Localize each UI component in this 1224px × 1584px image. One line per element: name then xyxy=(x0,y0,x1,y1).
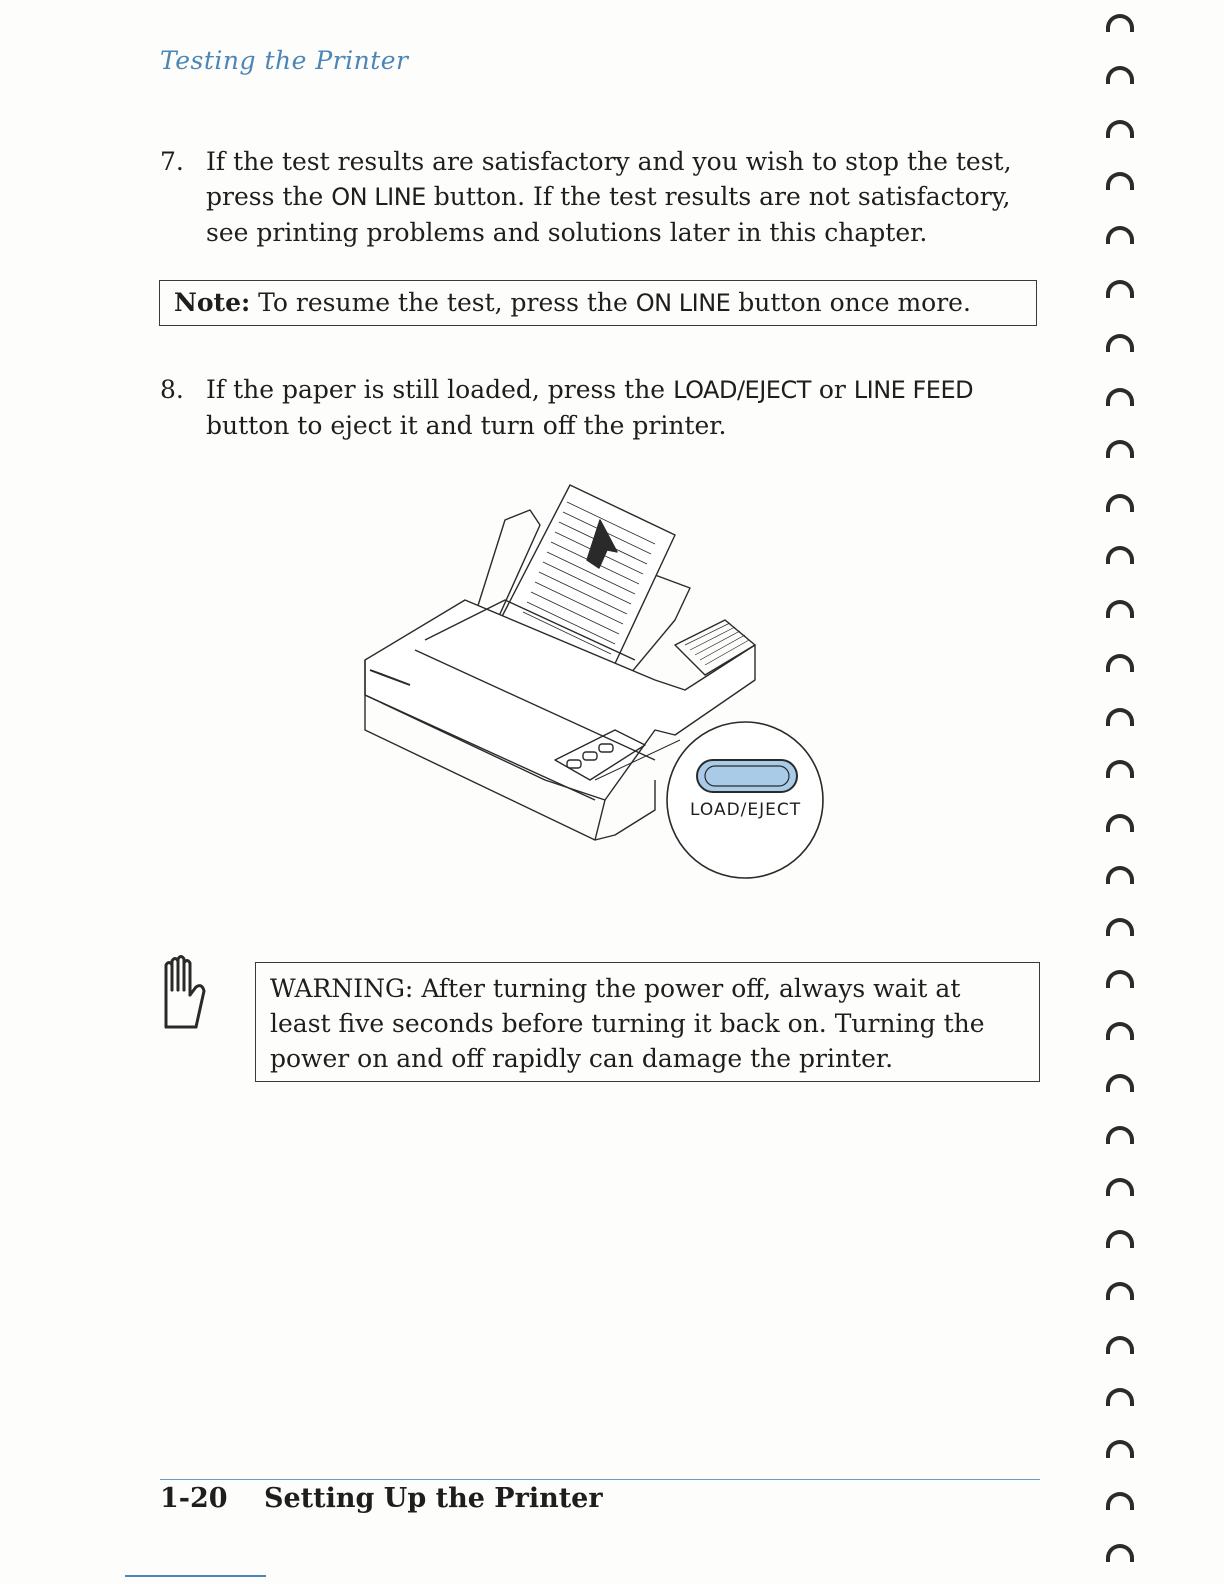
warning-box xyxy=(255,962,1040,1082)
binding-hole xyxy=(1106,866,1134,884)
note-text: button once more. xyxy=(738,288,971,317)
binding-hole xyxy=(1106,1544,1134,1562)
warning-line: power on and off rapidly can damage the printer. xyxy=(270,1044,894,1073)
text-run: button. If the test results are not satisfactory, xyxy=(433,182,1011,211)
step-number: 8. xyxy=(160,375,184,404)
binding-hole xyxy=(1106,1336,1134,1354)
binding-hole xyxy=(1106,1440,1134,1458)
binding-hole xyxy=(1106,226,1134,244)
load-eject-button-icon xyxy=(697,760,797,792)
binding-hole xyxy=(1106,1492,1134,1510)
bottom-rule xyxy=(125,1575,266,1577)
warning-hand-icon xyxy=(160,955,230,1030)
key-name: LOAD/EJECT xyxy=(673,376,811,404)
step-line xyxy=(206,179,1012,215)
binding-hole xyxy=(1106,970,1134,988)
binding-hole xyxy=(1106,918,1134,936)
binding-hole xyxy=(1106,14,1134,32)
warning-label: WARNING: xyxy=(270,974,414,1003)
printer-illustration xyxy=(355,480,835,880)
note-label: Note: xyxy=(174,288,251,317)
step-text xyxy=(206,144,1012,250)
spiral-binding xyxy=(1106,0,1146,1584)
binding-hole xyxy=(1106,120,1134,138)
binding-hole xyxy=(1106,1282,1134,1300)
step-number: 7. xyxy=(160,147,184,176)
step-7 xyxy=(160,144,1040,254)
page-number: 1-20 xyxy=(160,1483,228,1514)
binding-hole xyxy=(1106,1022,1134,1040)
binding-hole xyxy=(1106,334,1134,352)
binding-hole xyxy=(1106,760,1134,778)
running-head: Testing the Printer xyxy=(160,46,409,75)
text-run: If the paper is still loaded, press the xyxy=(206,375,666,404)
text-run: press the xyxy=(206,182,324,211)
chapter-title: Setting Up the Printer xyxy=(264,1483,603,1514)
binding-hole xyxy=(1106,172,1134,190)
step-line: If the test results are satisfactory and you wish to stop the test, xyxy=(206,147,1012,176)
step-line xyxy=(206,372,973,408)
binding-hole xyxy=(1106,1388,1134,1406)
binding-hole xyxy=(1106,708,1134,726)
key-name: ON LINE xyxy=(331,183,426,211)
binding-hole xyxy=(1106,280,1134,298)
binding-hole xyxy=(1106,440,1134,458)
step-line: see printing problems and solutions later in this chapter. xyxy=(206,218,928,247)
binding-hole xyxy=(1106,814,1134,832)
binding-hole xyxy=(1106,1178,1134,1196)
step-line: button to eject it and turn off the printer. xyxy=(206,411,727,440)
step-text xyxy=(206,372,973,443)
text-run: or xyxy=(818,375,846,404)
binding-hole xyxy=(1106,1230,1134,1248)
footer-rule xyxy=(160,1479,1040,1480)
note-text: To resume the test, press the xyxy=(258,288,628,317)
key-name: LINE FEED xyxy=(853,376,974,404)
binding-hole xyxy=(1106,66,1134,84)
binding-hole xyxy=(1106,388,1134,406)
binding-hole xyxy=(1106,546,1134,564)
key-name: ON LINE xyxy=(635,289,731,317)
binding-hole xyxy=(1106,1074,1134,1092)
binding-hole xyxy=(1106,600,1134,618)
binding-hole xyxy=(1106,654,1134,672)
warning-line: least five seconds before turning it back on. Turning the xyxy=(270,1009,985,1038)
note-box xyxy=(159,280,1037,326)
binding-hole xyxy=(1106,494,1134,512)
callout-label: LOAD/EJECT xyxy=(690,800,802,820)
text-run: After turning the power off, always wait at xyxy=(421,974,961,1003)
binding-hole xyxy=(1106,1126,1134,1144)
step-8 xyxy=(160,372,1040,447)
warning-line xyxy=(270,971,1025,1006)
